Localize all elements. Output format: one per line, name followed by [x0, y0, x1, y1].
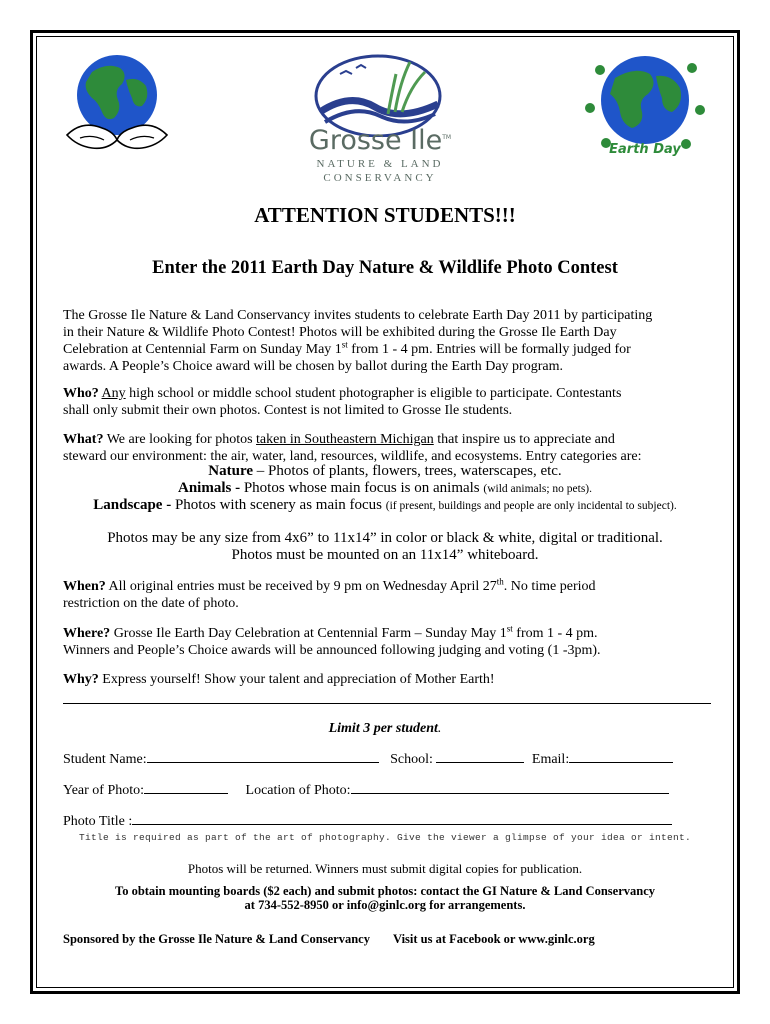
form-row-1: [63, 750, 713, 768]
intro-line: The Grosse Ile Nature & Land Conservancy invites students to celebrate Earth Day 2011 by participating: [63, 308, 653, 323]
conservancy-logo: [300, 52, 460, 187]
visit-text[interactable]: Visit us at Facebook or www.ginlc.org: [393, 932, 595, 946]
when-label: When?: [63, 579, 106, 594]
limit-period: .: [437, 721, 442, 736]
logo-tm: TM: [442, 134, 452, 141]
what-pre: We are looking for photos: [103, 432, 257, 447]
form-row-3: [63, 812, 713, 830]
student-name-field[interactable]: [147, 750, 379, 763]
where-text-b: from 1 - 4 pm.: [512, 626, 598, 641]
page-title: ATTENTION STUDENTS!!!: [254, 203, 516, 227]
section-divider: [63, 703, 711, 704]
earth-day-badge: Earth Day: [609, 142, 681, 157]
photo-title-field[interactable]: [132, 812, 672, 825]
form-row-2: [63, 781, 713, 799]
earth-day-globe-illustration: [580, 48, 710, 168]
boards-line2: at 734-552-8950 or info@ginlc.org for arrangements.: [244, 898, 526, 912]
year-field[interactable]: [144, 781, 228, 794]
where-section: [63, 625, 713, 659]
school-field[interactable]: [436, 750, 524, 763]
what-section: [63, 431, 713, 465]
animals-note: (wild animals; no pets).: [483, 483, 592, 495]
size-line1: Photos may be any size from 4x6” to 11x14” in color or black & white, digital or traditional.: [107, 530, 663, 546]
title-note: Title is required as part of the art of photography. Give the viewer a glimpse of your idea or intent.: [78, 832, 692, 843]
boards-line1: To obtain mounting boards ($2 each) and submit photos: contact the GI Nature & Land Conservancy: [115, 884, 655, 898]
why-section: [63, 671, 713, 688]
email-field[interactable]: [569, 750, 673, 763]
when-line2: restriction on the date of photo.: [63, 596, 239, 611]
limit-note: [0, 720, 770, 737]
email-label: Email:: [531, 752, 570, 767]
logo-line1: NATURE & LAND: [316, 158, 444, 170]
logo-name-text: Grosse Ile: [308, 125, 443, 156]
category-landscape: [0, 497, 770, 515]
where-line2: Winners and People’s Choice awards will be announced following judging and voting (1 -3pm).: [63, 643, 601, 658]
where-text-a: Grosse Ile Earth Day Celebration at Centennial Farm – Sunday May 1: [110, 626, 507, 641]
category-animals: [0, 480, 770, 498]
animals-text: Photos whose main focus is on animals: [240, 480, 484, 496]
category-nature: [0, 463, 770, 480]
logo-name: [300, 126, 460, 156]
returned-note: Photos will be returned. Winners must submit digital copies for publication.: [187, 861, 583, 876]
who-line2: shall only submit their own photos. Contest is not limited to Grosse Ile students.: [63, 403, 513, 418]
nature-label: Nature: [208, 463, 254, 479]
logo-line2: CONSERVANCY: [323, 172, 437, 184]
what-post: that inspire us to appreciate and: [433, 432, 615, 447]
who-section: [63, 385, 713, 419]
intro-line3b: from 1 - 4 pm. Entries will be formally judged for: [347, 342, 631, 357]
location-label: Location of Photo:: [245, 783, 351, 798]
student-name-label: Student Name:: [63, 752, 147, 767]
when-section: [63, 578, 713, 612]
sponsor-text: Sponsored by the Grosse Ile Nature & Land Conservancy: [63, 932, 370, 946]
animals-label: Animals -: [177, 480, 241, 496]
why-label: Why?: [63, 672, 99, 687]
where-sup: st: [506, 623, 513, 634]
why-text: Express yourself! Show your talent and appreciation of Mother Earth!: [98, 672, 495, 687]
what-line2: steward our environment: the air, water, land, resources, wildlife, and ecosystems. Entry categories are:: [63, 449, 642, 464]
page-subtitle: Enter the 2011 Earth Day Nature & Wildlife Photo Contest: [152, 258, 618, 278]
globe-hands-illustration: [62, 50, 172, 165]
landscape-text: Photos with scenery as main focus: [171, 497, 386, 513]
landscape-label: Landscape -: [93, 497, 172, 513]
when-sup: th: [496, 576, 504, 587]
school-label: School:: [390, 752, 433, 767]
who-text: high school or middle school student photographer is eligible to participate. Contestants: [125, 386, 622, 401]
intro-line: awards. A People’s Choice award will be chosen by ballot during the Earth Day program.: [63, 359, 563, 374]
where-label: Where?: [63, 626, 111, 641]
location-field[interactable]: [351, 781, 669, 794]
what-label: What?: [63, 432, 104, 447]
who-any: Any: [101, 386, 126, 401]
intro-paragraph: [63, 307, 713, 375]
year-label: Year of Photo:: [63, 783, 145, 798]
when-text-a: All original entries must be received by 9 pm on Wednesday April 27: [105, 579, 497, 594]
intro-line: in their Nature & Wildlife Photo Contest! Photos will be exhibited during the Grosse Ile Earth Day: [63, 325, 617, 340]
photo-title-label: Photo Title :: [63, 814, 133, 829]
what-underlined: taken in Southeastern Michigan: [256, 432, 434, 447]
when-text-b: . No time period: [503, 579, 596, 594]
size-line2: Photos must be mounted on an 11x14” whiteboard.: [231, 547, 539, 563]
limit-text: Limit 3 per student: [328, 721, 438, 736]
nature-text: – Photos of plants, flowers, trees, waterscapes, etc.: [253, 463, 562, 479]
intro-line3a: Celebration at Centennial Farm on Sunday May 1: [63, 342, 342, 357]
who-label: Who?: [63, 386, 99, 401]
intro-sup: st: [341, 339, 348, 350]
landscape-note: (if present, buildings and people are only incidental to subject).: [385, 500, 677, 512]
intro-line: [63, 341, 713, 358]
